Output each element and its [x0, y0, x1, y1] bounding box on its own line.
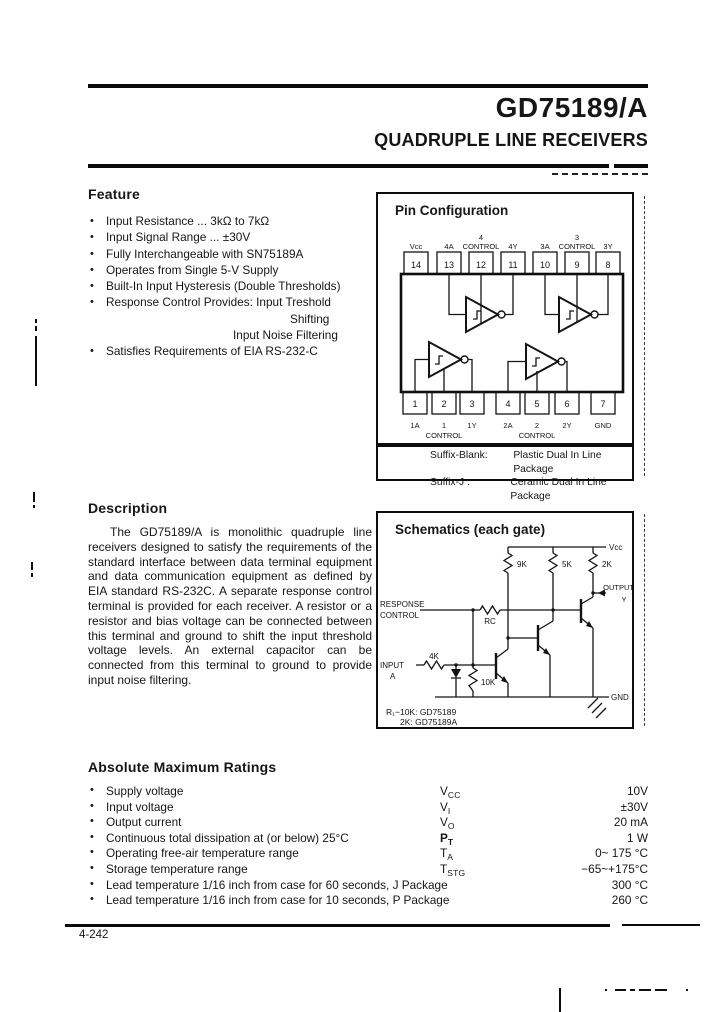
inverter-gate-3 [545, 274, 608, 332]
hysteresis-icon [532, 358, 540, 366]
scan-artifact [686, 989, 688, 991]
scan-artifact [31, 573, 33, 577]
rating-value: 0~ 175 °C [595, 846, 648, 861]
resistor [549, 553, 557, 573]
resistor [504, 553, 512, 573]
pin-number: 9 [574, 260, 580, 270]
scan-artifact [35, 326, 37, 331]
transistor [508, 621, 553, 697]
symbol-sub: I [447, 805, 451, 816]
rating-symbol [440, 815, 455, 831]
pin-label: CONTROL [425, 431, 463, 440]
pin-label: 3A [540, 242, 550, 251]
schematic-note: R₁−10K: GD75189 [386, 707, 457, 717]
rating-value: −65~+175°C [581, 861, 648, 876]
list-item-text: Input Signal Range ... ±30V [106, 230, 251, 245]
rating-symbol [440, 800, 450, 816]
vcc-label: Vcc [609, 543, 623, 552]
symbol-sub: O [447, 821, 455, 832]
suffix-key: Suffix-Blank: [430, 450, 488, 461]
scan-artifact [33, 505, 35, 508]
pin-label: 4A [444, 242, 454, 251]
page-subtitle: QUADRUPLE LINE RECEIVERS [374, 130, 648, 150]
symbol-main: T [440, 861, 448, 876]
rating-value: 20 mA [613, 815, 648, 830]
rating-symbol [440, 846, 453, 862]
description-section [88, 500, 372, 688]
scan-artifact [639, 989, 651, 991]
suffix-row [378, 476, 632, 503]
gnd-label: GND [611, 693, 629, 702]
symbol-main: P [440, 830, 448, 845]
resistor [469, 668, 477, 691]
scan-artifact [605, 989, 607, 991]
pin-number: 1 [412, 399, 418, 409]
scan-artifact [630, 989, 635, 991]
symbol-sub: A [447, 852, 454, 863]
pin-label: 3Y [603, 242, 613, 251]
pin-configuration-box [376, 192, 634, 445]
pin-configuration-diagram [378, 194, 632, 443]
schematics-heading: Schematics (each gate) [395, 522, 546, 537]
table-row [88, 815, 648, 831]
rating-symbol [440, 784, 461, 800]
symbol-main: V [440, 799, 448, 814]
rating-value: ±30V [620, 799, 648, 814]
resistor-label: RC [484, 617, 496, 626]
pin-number: 8 [605, 260, 611, 270]
pin-configuration-heading: Pin Configuration [395, 203, 509, 218]
hysteresis-icon [473, 311, 481, 319]
schematics-box [376, 511, 634, 729]
rating-value: 260 °C [611, 893, 648, 908]
resistor-label: 10K [481, 678, 496, 687]
table-row [88, 893, 648, 909]
rating-name: • Lead temperature 1/16 inch from case for 60 seconds, J Package [106, 877, 448, 892]
page-number: 4-242 [79, 929, 109, 941]
pin-label: 2A [503, 421, 513, 430]
resistor-label: 4K [429, 652, 439, 661]
symbol-main: V [440, 784, 448, 798]
pin-number: 4 [505, 399, 511, 409]
scan-artifact [609, 164, 614, 168]
pin-number: 6 [564, 399, 570, 409]
list-item-text: Fully Interchangeable with SN75189A [106, 246, 304, 261]
list-item-text: Operates from Single 5-V Supply [106, 262, 279, 277]
pin-label: 4 [478, 233, 484, 242]
footer-rule [622, 924, 700, 926]
resistor [424, 661, 444, 669]
pin-label: CONTROL [462, 242, 500, 251]
scan-artifact [35, 336, 37, 386]
rating-symbol [440, 862, 465, 878]
ground-icon [588, 698, 606, 718]
list-item-continuation [88, 327, 380, 343]
resistor [589, 553, 597, 573]
list-item-continuation [88, 311, 380, 327]
symbol-sub: STG [447, 867, 466, 878]
pin-label: 3 [574, 233, 580, 242]
ratings-section [88, 759, 648, 909]
rating-name: • Operating free-air temperature range [106, 846, 299, 861]
pin-label: Vcc [409, 242, 423, 251]
transistor [496, 649, 508, 697]
suffix-value: Ceramic Dual In Line Package [510, 477, 607, 502]
symbol-sub: T [447, 836, 454, 847]
ratings-heading: Absolute Maximum Ratings [88, 759, 277, 775]
pin-number: 2 [441, 399, 447, 409]
hysteresis-icon [566, 311, 574, 319]
scan-artifact [644, 514, 645, 726]
list-item [88, 229, 380, 245]
output-label: Y [621, 595, 627, 604]
rating-value: 1 W [627, 830, 648, 845]
pin-label: 4Y [508, 242, 518, 251]
scan-artifact [35, 319, 37, 323]
scan-artifact [552, 173, 648, 175]
rating-name: • Input voltage [106, 799, 174, 814]
page-title: GD75189/A [495, 92, 648, 123]
symbol-main: V [440, 815, 448, 830]
table-row [88, 878, 648, 894]
transistor [553, 597, 593, 697]
pin-number: 10 [539, 260, 551, 270]
package-suffix-box [376, 445, 634, 502]
symbol-main: T [440, 846, 448, 861]
table-row [88, 800, 648, 816]
list-item [88, 262, 380, 278]
pin-label: 2Y [562, 421, 572, 430]
list-item [88, 294, 380, 310]
rating-name: • Continuous total dissipation at (or below) 25°C [106, 830, 349, 845]
resistor-label: 2K [602, 560, 612, 569]
table-row [88, 862, 648, 878]
scan-artifact [615, 989, 626, 991]
gate-schematic-diagram [378, 513, 632, 727]
header-rule-top [88, 84, 648, 88]
pin-label: CONTROL [518, 431, 556, 440]
diode [451, 665, 461, 697]
pin-label: 1 [441, 421, 447, 430]
list-item-text: Input Resistance ... 3kΩ to 7kΩ [106, 214, 270, 228]
schematic-note: 2K: GD75189A [400, 717, 458, 727]
inverter-gate-2 [508, 344, 567, 392]
table-row [88, 831, 648, 847]
pin-label: 1Y [467, 421, 477, 430]
table-row [88, 784, 648, 800]
response-control-label: CONTROL [380, 611, 420, 620]
header-rule-bottom [88, 164, 648, 168]
output-label: OUTPUT [603, 583, 632, 592]
suffix-key: Suffix-J : [430, 477, 470, 488]
ratings-table [88, 784, 648, 909]
response-control-label: RESPONSE [380, 600, 425, 609]
list-item [88, 246, 380, 262]
footer-rule [65, 924, 610, 927]
feature-heading: Feature [88, 186, 140, 202]
list-item-text: Shifting [290, 311, 330, 326]
rating-name: • Lead temperature 1/16 inch from case for 10 seconds, P Package [106, 893, 450, 908]
feature-list [88, 213, 380, 360]
description-heading: Description [88, 500, 168, 516]
pin-label: 2 [534, 421, 540, 430]
list-item [88, 278, 380, 294]
scan-artifact [655, 989, 667, 991]
pin-number: 14 [410, 260, 422, 270]
list-item-text: Satisfies Requirements of EIA RS-232-C [106, 344, 318, 359]
rating-name: • Output current [106, 815, 182, 830]
pin-number: 13 [443, 260, 455, 270]
rating-name: • Storage temperature range [106, 861, 248, 876]
inverter-gate-4 [449, 274, 513, 332]
pin-number: 3 [469, 399, 475, 409]
description-paragraph: The GD75189/A is monolithic quadruple line receivers designed to satisfy the requirements of the standard interface between data terminal equipment and data communication equipment as defined by EIA standard RS-232C. A separate response control terminal is provided for each receiver. A resistor or a resistor and bias voltage can be connected between this terminal and ground to shift the input threshold voltage levels. An external capacitor can be connected from this terminal to ground to provide input noise filtering. [88, 525, 372, 687]
hysteresis-icon [435, 356, 443, 364]
pin-number: 7 [600, 399, 606, 409]
table-row [88, 846, 648, 862]
rating-value: 10V [627, 784, 648, 798]
inverter-gate-1 [415, 342, 472, 392]
scan-artifact [644, 196, 645, 476]
resistor-label: 9K [517, 560, 527, 569]
list-item [88, 213, 380, 229]
pin-label: 1A [410, 421, 420, 430]
pin-number: 11 [508, 260, 518, 270]
symbol-sub: CC [447, 790, 461, 800]
rating-name: • Supply voltage [106, 784, 184, 798]
pin-label: CONTROL [558, 242, 596, 251]
pin-number: 5 [534, 399, 540, 409]
rating-value: 300 °C [611, 877, 648, 892]
scan-artifact [559, 988, 561, 1012]
list-item-text: Built-In Input Hysteresis (Double Thresholds) [106, 279, 341, 294]
scan-artifact [31, 562, 33, 570]
suffix-row [378, 449, 632, 476]
feature-section [88, 186, 380, 360]
scan-artifact [33, 492, 35, 502]
rating-symbol [440, 831, 453, 847]
list-item-text: Input Noise Filtering [233, 328, 338, 343]
list-item-text: Response Control Provides: Input Treshold [106, 295, 331, 310]
input-label: A [390, 672, 396, 681]
input-label: INPUT [380, 661, 404, 670]
suffix-value: Plastic Dual In Line Package [513, 450, 602, 475]
pin-number: 12 [475, 260, 487, 270]
resistor-label: 5K [562, 560, 572, 569]
resistor [480, 606, 500, 614]
list-item [88, 343, 380, 359]
pin-label: GND [594, 421, 612, 430]
